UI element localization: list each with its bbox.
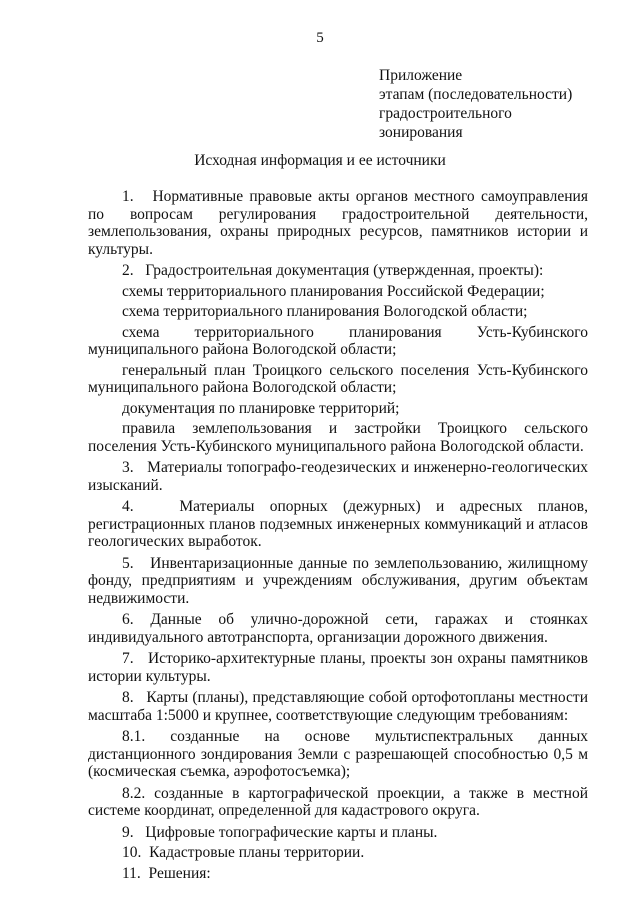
page-number: 5	[316, 30, 324, 46]
appendix-line: зонирования	[379, 124, 463, 141]
paragraph-item-11: 11. Решения:	[122, 864, 211, 882]
paragraph-sub: схемы территориального планирования Российской Федерации;	[122, 282, 545, 300]
paragraph-item-6: 6. Данные об улично-дорожной сети, гаражах и стоянках индивидуального автотранспорта, организации дорожного движения.	[88, 611, 588, 646]
document-body	[88, 188, 588, 885]
paragraph-item-5: 5. Инвентаризационные данные по землепользованию, жилищному фонду, предприятиям и учреждениям обслуживания, другим объектам недвижимости.	[88, 554, 588, 607]
paragraph-item-4: 4. Материалы опорных (дежурных) и адресных планов, регистрационных планов подземных инженерных коммуникаций и атласов геологических выработок.	[88, 498, 588, 550]
appendix-note	[379, 66, 572, 142]
paragraph-item-3: 3. Материалы топографо-геодезических и инженерно-геологических изысканий.	[88, 459, 588, 494]
paragraph-item-8-1: 8.1. созданные на основе мультиспектральных данных дистанционного зондирования Земли с разрешающей способностью 0,5 м (космическая съемка, аэрофотосъемка);	[88, 728, 588, 780]
paragraph-item-2: 2. Градостроительная документация (утвержденная, проекты):	[122, 262, 544, 279]
paragraph-sub: документация по планировке территорий;	[122, 399, 400, 417]
section-title: Исходная информация и ее источники	[194, 152, 446, 169]
paragraph-sub: схема территориального планирования Вологодской области;	[122, 303, 528, 320]
paragraph-item-10: 10. Кадастровые планы территории.	[122, 844, 365, 861]
appendix-line: градостроительного	[379, 105, 512, 122]
paragraph-item-7: 7. Историко-архитектурные планы, проекты зон охраны памятников истории культуры.	[88, 650, 588, 685]
paragraph-sub: схема территориального планирования Усть-Кубинского муниципального района Вологодской области;	[88, 323, 588, 358]
paragraph-sub: правила землепользования и застройки Троицкого сельского поселения Усть-Кубинского муниципального района Вологодской области.	[88, 420, 588, 455]
paragraph-item-1: 1. Нормативные правовые акты органов местного самоуправления по вопросам регулирования градостроительной деятельности, землепользования, охраны природных ресурсов, памятников истории и культуры.	[88, 188, 588, 258]
paragraph-sub: генеральный план Троицкого сельского поселения Усть-Кубинского муниципального района Вологодской области;	[88, 361, 588, 396]
paragraph-item-9: 9. Цифровые топографические карты и планы.	[122, 823, 438, 841]
appendix-line: этапам (последовательности)	[379, 86, 573, 103]
paragraph-item-8: 8. Карты (планы), представляющие собой ортофотопланы местности масштаба 1:5000 и крупнее, соответствующие следующим требованиям:	[88, 689, 588, 724]
paragraph-item-8-2: 8.2. созданные в картографической проекции, а также в местной системе координат, определенной для кадастрового округа.	[88, 784, 588, 819]
appendix-line: Приложение	[379, 67, 463, 84]
